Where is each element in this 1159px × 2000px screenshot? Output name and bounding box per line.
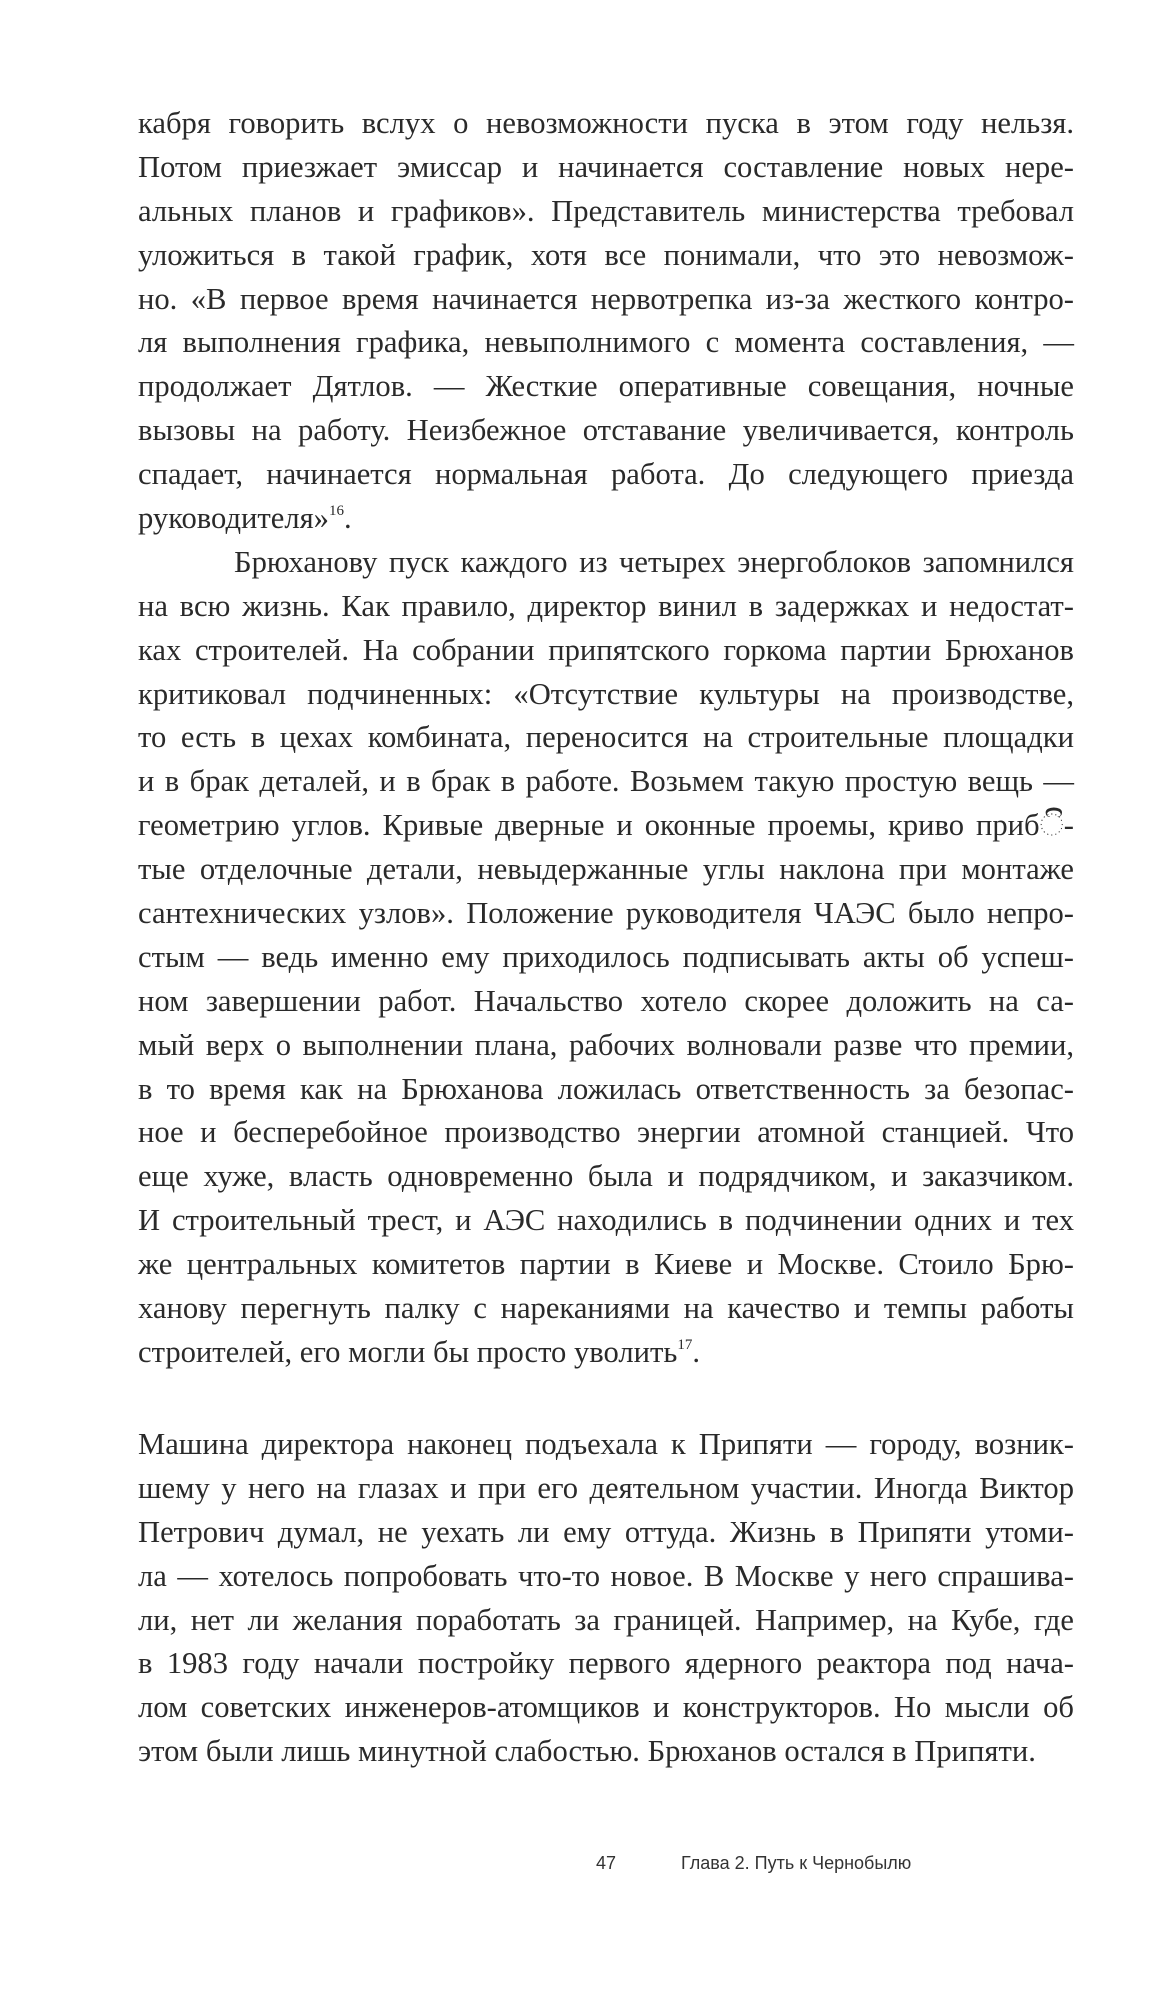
- text-line: геометрию углов. Кривые дверные и оконные проемы, криво прибි-: [138, 808, 1074, 843]
- text-line: этом были лишь минутной слабостью. Брюханов остался в Припяти.: [138, 1734, 1036, 1769]
- text-line: лом советских инженеров-атомщиков и конструкторов. Но мысли об: [138, 1690, 1074, 1725]
- footnote-ref[interactable]: 17: [677, 1336, 693, 1353]
- text-line: ках строителей. На собрании припятского горкома партии Брюханов: [138, 632, 1074, 667]
- text-line: критиковал подчиненных: «Отсутствие культуры на производстве,: [138, 676, 1074, 711]
- text-line: И строительный трест, и АЭС находились в подчинении одних и тех: [138, 1203, 1074, 1238]
- footnote-ref[interactable]: 16: [328, 502, 344, 519]
- text-line: на всю жизнь. Как правило, директор винил в задержках и недостат-: [138, 588, 1074, 623]
- text-line: ли, нет ли желания поработать за границей. Например, на Кубе, где: [138, 1602, 1074, 1637]
- text-line: альных планов и графиков». Представитель министерства требовал: [138, 193, 1074, 228]
- text-line: то есть в цехах комбината, переносится на строительные площадки: [138, 720, 1074, 755]
- text-line: шему у него на глазах и при его деятельном участии. Иногда Виктор: [138, 1470, 1074, 1505]
- text-line: Потом приезжает эмиссар и начинается составление новых нере-: [138, 149, 1074, 184]
- text-line: ла — хотелось попробовать что-то новое. В Москве у него спрашива-: [138, 1558, 1074, 1593]
- text-line: строителей, его могли бы просто уволить$^{17}$.: [138, 1334, 701, 1369]
- text-line: мый верх о выполнении плана, рабочих волновали разве что премии,: [138, 1027, 1074, 1062]
- text-line: ное и бесперебойное производство энергии атомной станцией. Что: [138, 1115, 1074, 1150]
- text-line: руководителя»$^{16}$.: [138, 501, 352, 536]
- text-line: ля выполнения графика, невыполнимого с момента составления, —: [138, 325, 1074, 360]
- text-line: сантехнических узлов». Положение руководителя ЧАЭС было непро-: [138, 896, 1074, 931]
- text-line: в то время как на Брюханова ложилась ответственность за безопас-: [138, 1071, 1074, 1106]
- text-line: тые отделочные детали, невыдержанные углы наклона при монтаже: [138, 852, 1074, 887]
- text-line: Машина директора наконец подъехала к Припяти — городу, возник-: [138, 1427, 1074, 1461]
- text-line: еще хуже, власть одновременно была и подрядчиком, и заказчиком.: [138, 1159, 1074, 1194]
- text-line: уложиться в такой график, хотя все понимали, что это невозмож-: [138, 237, 1074, 272]
- text-line: же центральных комитетов партии в Киеве и Москве. Стоило Брю-: [138, 1247, 1074, 1282]
- text-line: ханову перегнуть палку с нареканиями на качество и темпы работы: [138, 1291, 1074, 1326]
- main-text-upper: [138, 102, 1074, 1375]
- text-line: Петрович думал, не уехать ли ему оттуда. Жизнь в Припяти утоми-: [138, 1514, 1074, 1549]
- text-line: стым — ведь именно ему приходилось подписывать акты об успеш-: [138, 939, 1074, 974]
- text-line: и в брак деталей, и в брак в работе. Возьмем такую простую вещь —: [138, 764, 1074, 799]
- text-line: ном завершении работ. Начальство хотело скорее доложить на са-: [138, 983, 1074, 1018]
- text-line: но. «В первое время начинается нервотрепка из-за жесткого контро-: [138, 281, 1074, 316]
- running-chapter-title: Глава 2. Путь к Чернобылю: [681, 1853, 912, 1873]
- page-number: 47: [596, 1853, 617, 1873]
- text-line: вызовы на работу. Неизбежное отставание увеличивается, контроль: [138, 413, 1074, 448]
- text-line: спадает, начинается нормальная работа. До следующего приезда: [138, 457, 1074, 492]
- main-text-lower: [138, 1423, 1074, 1774]
- text-line: кабря говорить вслух о невозможности пуска в этом году нельзя.: [138, 106, 1074, 140]
- text-line: в 1983 году начали постройку первого ядерного реактора под нача-: [138, 1646, 1074, 1681]
- text-line: продолжает Дятлов. — Жесткие оперативные совещания, ночные: [138, 369, 1074, 404]
- text-line: Брюханову пуск каждого из четырех энергоблоков запомнился: [234, 544, 1074, 579]
